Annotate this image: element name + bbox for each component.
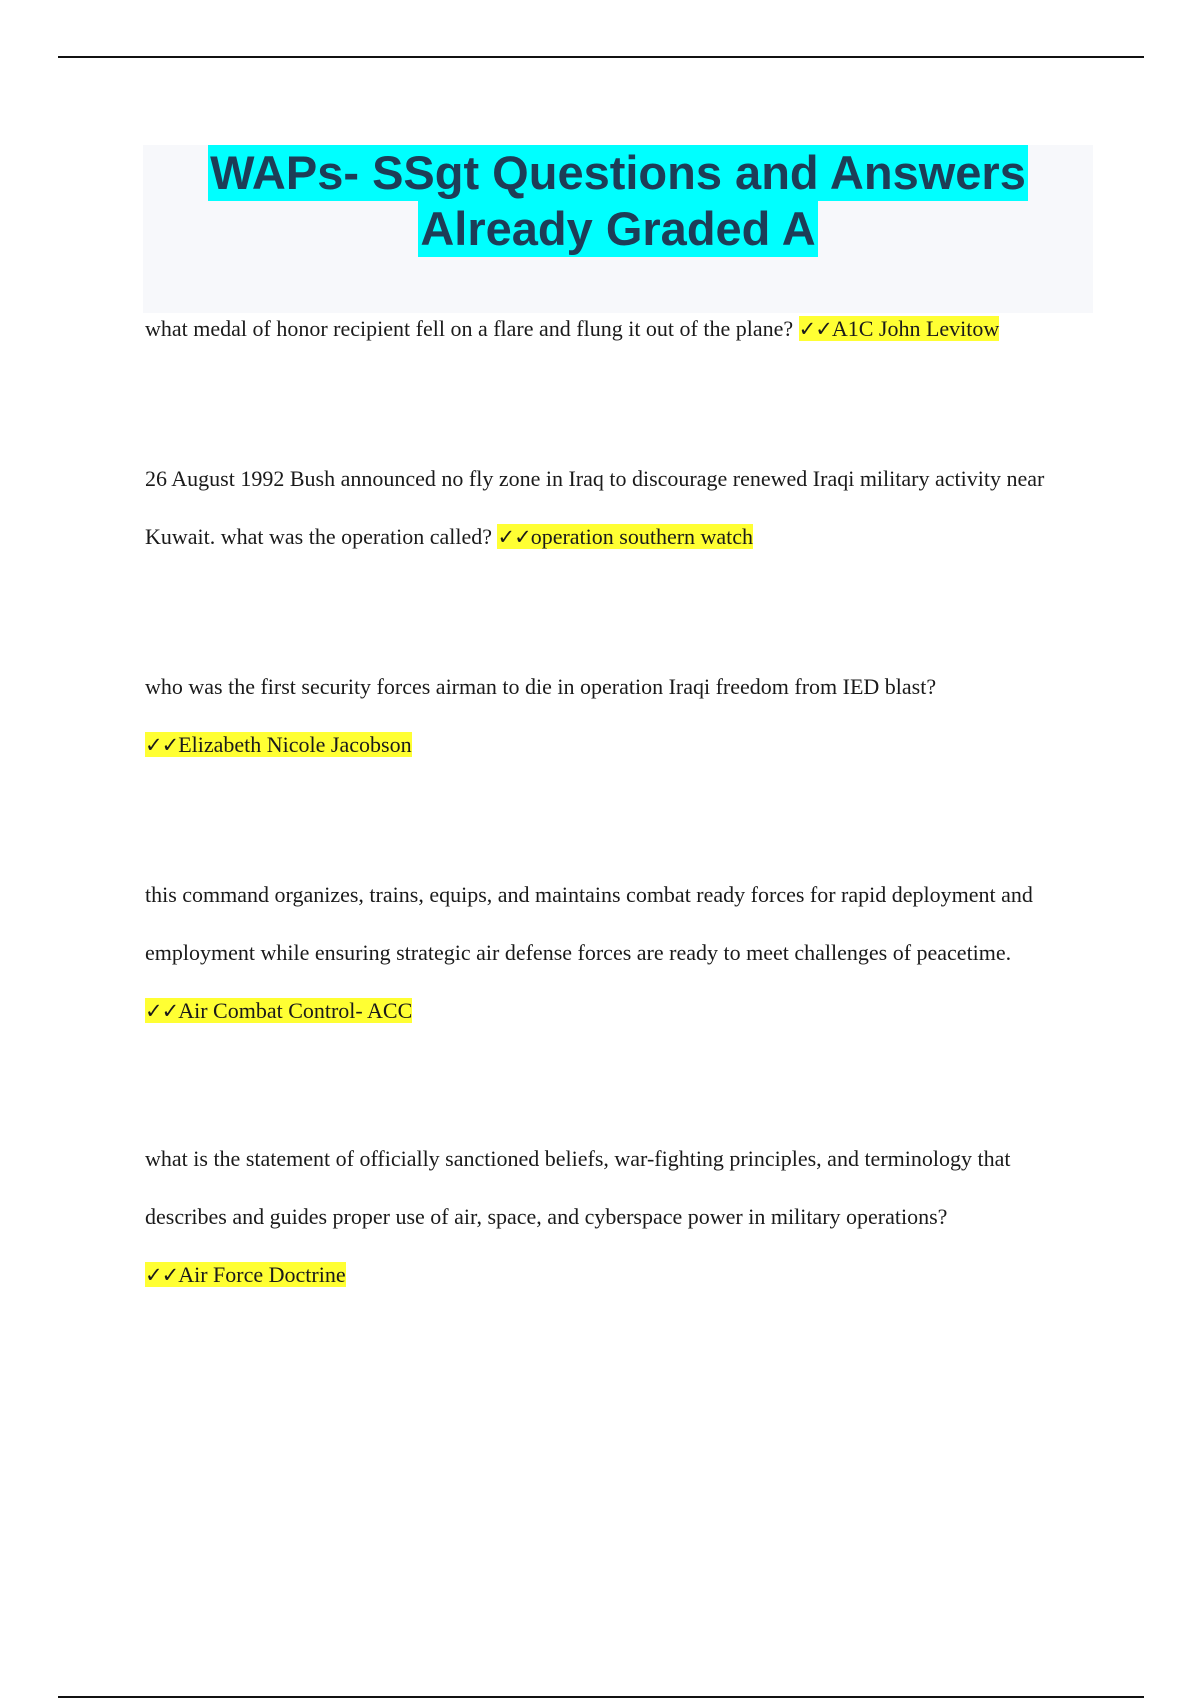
answer-highlight [145, 1262, 346, 1287]
qa-item-3 [145, 658, 1095, 774]
answer-text: Elizabeth Nicole Jacobson [178, 732, 412, 757]
question-text: 26 August 1992 Bush announced no fly zone in Iraq to discourage renewed Iraqi military activity near Kuwait. what was the operation called? [145, 466, 1045, 549]
answer-text: Air Force Doctrine [178, 1262, 346, 1287]
question-text: this command organizes, trains, equips, and maintains combat ready forces for rapid deployment and employment while ensuring strategic air defense forces are ready to meet challenges of peacetime. [145, 882, 1033, 965]
double-check-icon: ✓✓ [798, 317, 832, 341]
answer-highlight [497, 524, 753, 549]
title-block [143, 145, 1093, 313]
double-check-icon: ✓✓ [145, 1263, 179, 1287]
question-text: who was the first security forces airman to die in operation Iraqi freedom from IED blast? [145, 674, 937, 699]
answer-text: Air Combat Control- ACC [178, 998, 413, 1023]
qa-item-1 [145, 300, 1095, 358]
double-check-icon: ✓✓ [145, 733, 179, 757]
answer-text: operation southern watch [530, 524, 754, 549]
qa-item-5 [145, 1130, 1095, 1304]
qa-item-4 [145, 866, 1095, 1040]
page-title-line-1: WAPs- SSgt Questions and Answers [210, 146, 1026, 199]
top-rule [58, 56, 1144, 58]
answer-highlight [799, 316, 1000, 341]
double-check-icon: ✓✓ [145, 999, 179, 1023]
double-check-icon: ✓✓ [497, 525, 531, 549]
page-title-line-2: Already Graded A [420, 202, 816, 255]
answer-text: A1C John Levitow [831, 316, 1000, 341]
question-text: what is the statement of officially sanctioned beliefs, war-fighting principles, and terminology that describes and guides proper use of air, space, and cyberspace power in military operations? [145, 1146, 1011, 1229]
bottom-rule [58, 1696, 1144, 1698]
qa-item-2 [145, 450, 1095, 566]
answer-highlight [145, 732, 412, 757]
answer-highlight [145, 998, 412, 1023]
question-text: what medal of honor recipient fell on a flare and flung it out of the plane? [145, 316, 794, 341]
